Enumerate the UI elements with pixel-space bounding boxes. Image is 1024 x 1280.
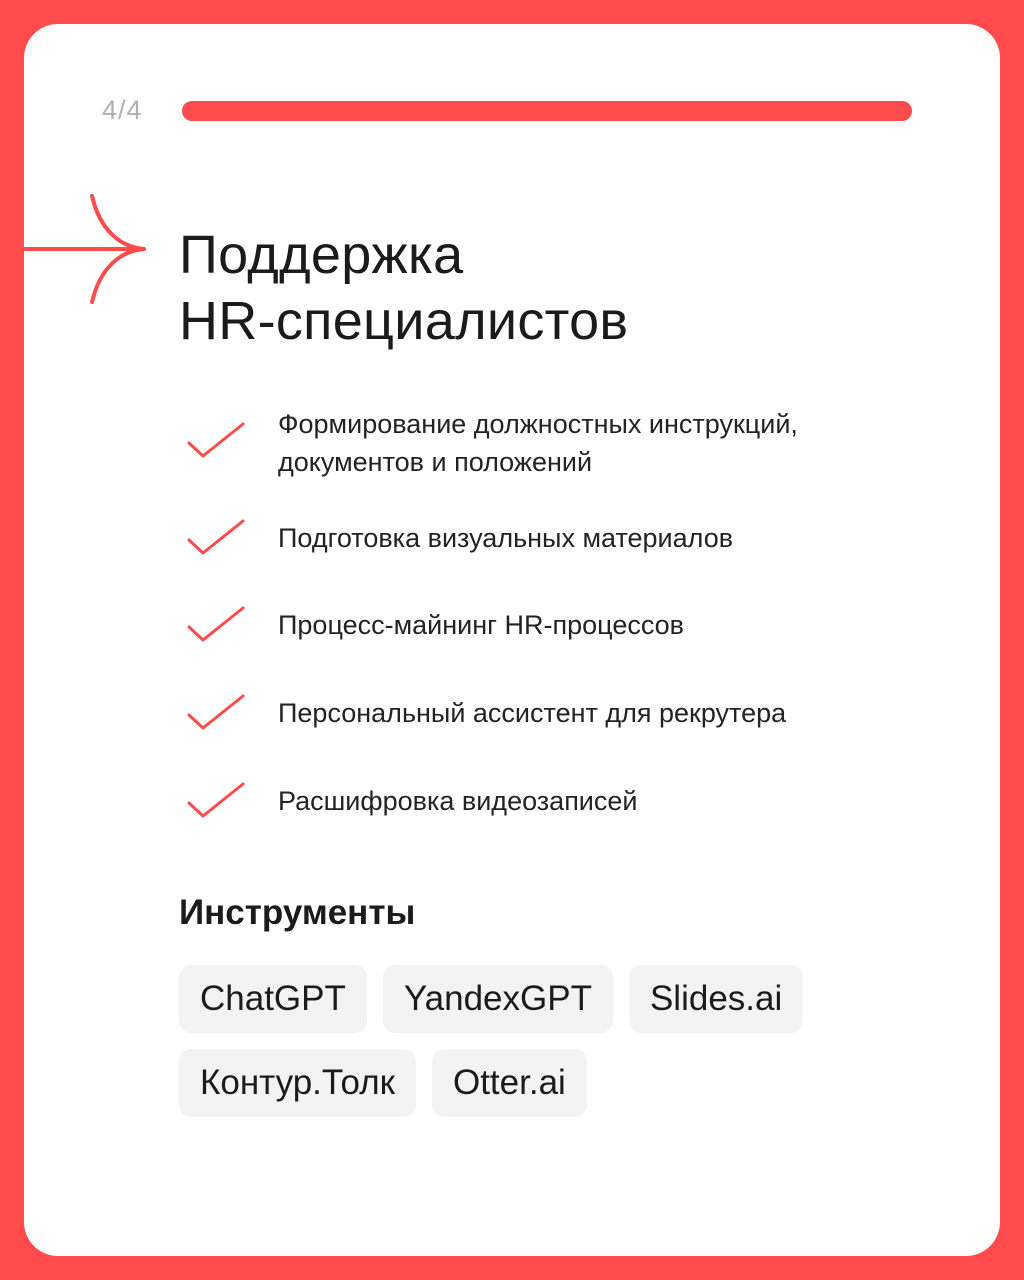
tool-chip-otter-ai: Otter.ai (432, 1049, 587, 1117)
page-title-line-1: Поддержка (179, 225, 464, 285)
feature-item (186, 513, 906, 600)
feature-item (186, 776, 906, 864)
tools-row (179, 1049, 899, 1117)
tool-chip-slides-ai: Slides.ai (629, 965, 803, 1033)
progress-bar (182, 101, 912, 121)
feature-list (186, 405, 906, 864)
tool-chip-yandexgpt: YandexGPT (383, 965, 613, 1033)
arrow-right-icon (24, 192, 154, 306)
feature-text: Расшифровка видеозаписей (278, 786, 638, 816)
tools-heading: Инструменты (179, 893, 416, 932)
tools-list (179, 965, 899, 1133)
tools-row (179, 965, 899, 1033)
page-title (179, 222, 628, 354)
feature-text: Подготовка визуальных материалов (278, 523, 734, 553)
progress-bar-fill (182, 101, 912, 121)
feature-text: Персональный ассистент для рекрутера (278, 698, 787, 728)
feature-item (186, 688, 906, 776)
tool-chip-chatgpt: ChatGPT (179, 965, 367, 1033)
feature-item (186, 405, 906, 513)
checkmark-icon (186, 605, 246, 645)
tool-chip-kontur-tolk: Контур.Толк (179, 1049, 416, 1117)
feature-text-line-1: Формирование должностных инструкций, (278, 409, 798, 439)
page-counter: 4/4 (102, 95, 143, 125)
checkmark-icon (186, 421, 246, 461)
checkmark-icon (186, 693, 246, 733)
feature-text (278, 405, 906, 481)
checkmark-icon (186, 518, 246, 558)
feature-item (186, 600, 906, 688)
checkmark-icon (186, 781, 246, 821)
feature-text-line-2: документов и положений (278, 447, 593, 477)
page-title-line-2: HR-специалистов (179, 291, 629, 351)
feature-text: Процесс-майнинг HR-процессов (278, 610, 685, 640)
